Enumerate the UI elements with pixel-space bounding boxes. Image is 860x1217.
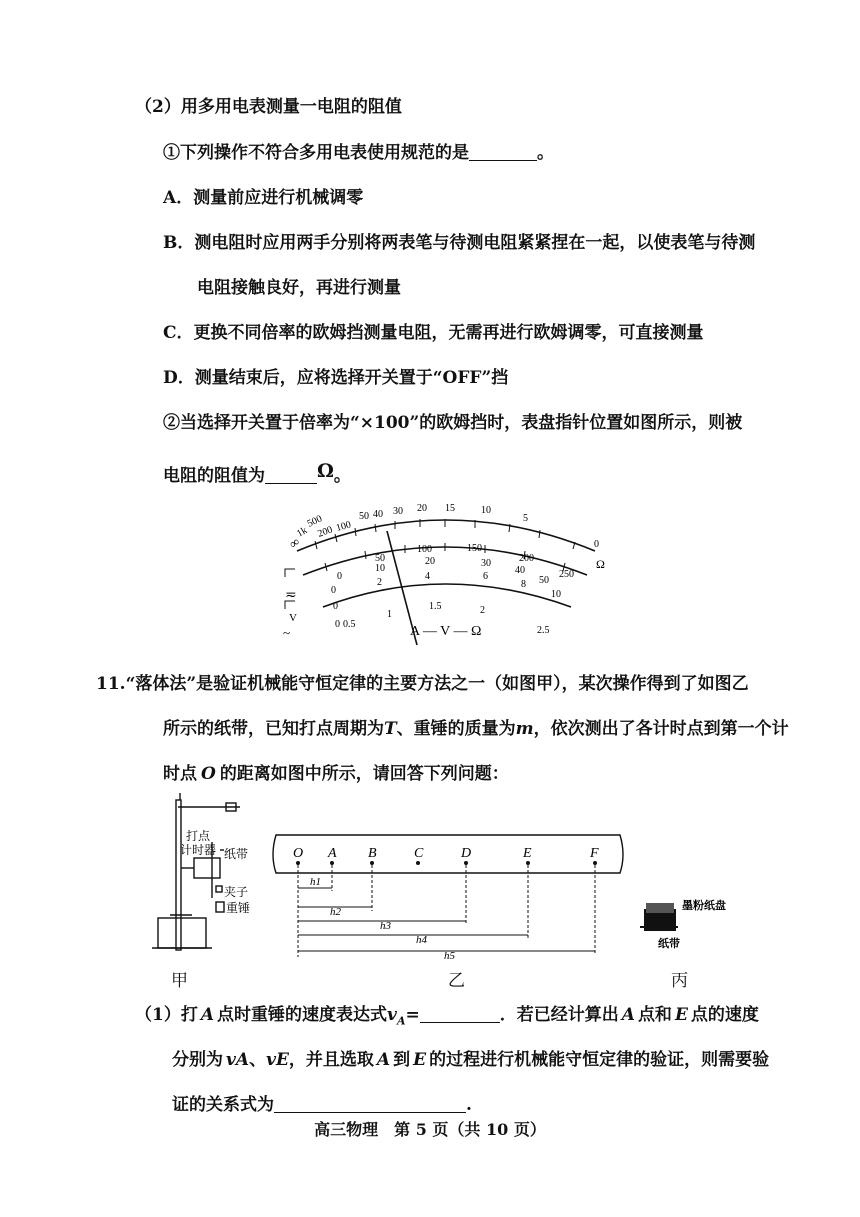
page-footer: 高三物理 第 5 页（共 10 页） <box>314 1120 546 1139</box>
tape-outline <box>273 835 623 873</box>
sub1-l1-a: （1）打 <box>135 1005 198 1025</box>
sub1-l2-b: ，并且选取 <box>288 1050 374 1070</box>
dc250-label-100: 100 <box>417 544 432 555</box>
sub1-l2-E: E <box>413 1050 427 1070</box>
sub1-line3 <box>172 1094 472 1116</box>
meter-bottom-label: A — V — Ω <box>410 624 482 639</box>
ac-label-25: 2.5 <box>537 625 550 636</box>
label-dadian: 打点 <box>186 829 211 843</box>
dc50-label-50: 50 <box>539 575 549 586</box>
q11-line1 <box>96 673 749 695</box>
point-e: E <box>523 846 532 861</box>
option-a-letter: A <box>163 188 177 208</box>
var-O: O <box>201 764 216 784</box>
option-b-letter: B <box>163 233 178 253</box>
velocity-answer-blank[interactable] <box>420 1004 500 1023</box>
sub1-l2-A: A <box>376 1050 391 1070</box>
q1-prompt-text: ①下列操作不符合多用电表使用规范的是 <box>163 143 469 163</box>
q11-line2-a: 所示的纸带，已知打点周期为 <box>163 719 384 739</box>
point-d-dot <box>464 861 468 865</box>
sub1-l1-f: 点的速度 <box>690 1005 759 1025</box>
q2-answer-blank[interactable] <box>265 465 317 484</box>
ohm-label-inf: ∞ <box>286 533 303 552</box>
option-c-letter: C <box>163 323 177 343</box>
ohm-label-1k: 1k <box>295 525 310 540</box>
q2-line2 <box>163 460 351 487</box>
point-e-dot <box>526 861 530 865</box>
option-d <box>163 367 508 389</box>
q1-end: 。 <box>537 143 554 163</box>
stand-rod <box>176 800 181 950</box>
q11-line2-b: 、重锤的质量为 <box>396 719 516 739</box>
ohm-label-10: 10 <box>481 505 491 516</box>
point-b: B <box>368 846 377 861</box>
option-d-text: ．测量结束后，应将选择开关置于“OFF”挡 <box>177 368 509 388</box>
q11-line3 <box>163 763 509 785</box>
weight <box>216 902 224 912</box>
point-f: F <box>590 846 599 861</box>
ohm-label-500: 500 <box>305 513 324 530</box>
ac-label-05: 0.5 <box>343 619 356 630</box>
ac-symbol: V <box>289 612 297 624</box>
option-c-text: ．更换不同倍率的欧姆挡测量电阻，无需再进行欧姆调零，可直接测量 <box>176 323 704 343</box>
option-a <box>163 187 363 209</box>
sub1-l1-v: v <box>387 1005 397 1025</box>
caption-yi: 乙 <box>448 971 465 991</box>
caption-jia: 甲 <box>171 971 188 991</box>
point-a: A <box>328 846 337 861</box>
dc-bracket <box>285 569 295 577</box>
dc-label-0b: 0 <box>331 585 336 596</box>
option-d-letter: D <box>163 368 178 388</box>
q1-prompt <box>163 142 554 164</box>
q11-line1-text: “落体法”是验证机械能守恒定律的主要方法之一（如图甲），某次操作得到了如图乙 <box>125 674 749 694</box>
sub1-l1-sub: A <box>396 1014 406 1028</box>
option-c <box>163 322 704 344</box>
point-d: D <box>461 846 472 861</box>
point-b-dot <box>370 861 374 865</box>
sub1-line1 <box>135 1004 759 1032</box>
point-o-dot <box>296 861 300 865</box>
point-a-dot <box>330 861 334 865</box>
ohm-label-200: 200 <box>316 524 335 540</box>
sub1-l3-end: . <box>466 1095 472 1115</box>
sub1-l2-a: 分别为 <box>172 1050 223 1070</box>
dist-h1: h1 <box>310 876 321 888</box>
timer-box <box>194 858 220 878</box>
label-ink-disk: 墨粉纸盘 <box>682 900 726 912</box>
dc10-label-4: 4 <box>425 571 430 582</box>
sub1-l1-A: A <box>200 1005 215 1025</box>
apparatus-figure <box>150 790 260 955</box>
sub1-l1-E: E <box>674 1005 688 1025</box>
var-T: T <box>384 719 397 739</box>
point-c-dot <box>416 861 420 865</box>
sub1-l1-e: 点和 <box>637 1005 672 1025</box>
base-stand <box>158 918 206 948</box>
ohm-label-100: 100 <box>334 519 353 534</box>
ac-label-15: 1.5 <box>429 601 442 612</box>
caption-bing: 丙 <box>671 971 688 991</box>
sub1-l2-c: 到 <box>393 1050 411 1070</box>
relation-answer-blank[interactable] <box>274 1094 466 1113</box>
dc50-label-20: 20 <box>425 556 435 567</box>
dc-arc <box>303 547 587 575</box>
dc-label-0c: 0 <box>333 601 338 612</box>
ohm-label-30: 30 <box>393 506 403 517</box>
sub1-l3-a: 证的关系式为 <box>172 1095 274 1115</box>
ac-arc <box>323 584 571 607</box>
dc50-label-40: 40 <box>515 565 525 576</box>
label-paper-tape: 纸带 <box>658 938 680 950</box>
label-weight: 重锤 <box>226 901 251 915</box>
part2-heading: （2）用多用电表测量一电阻的阻值 <box>135 97 402 117</box>
sub1-l1-A2: A <box>621 1005 635 1025</box>
dc10-label-10: 10 <box>551 589 561 600</box>
ac-label-2: 2 <box>480 605 485 616</box>
dc250-label-50: 50 <box>375 553 385 564</box>
dc-label-0a: 0 <box>337 571 342 582</box>
ohm-unit: Ω <box>317 460 334 482</box>
dial-ticks <box>315 519 575 571</box>
dc250-label-150: 150 <box>467 543 482 554</box>
ohm-label-40: 40 <box>373 509 383 520</box>
option-b <box>163 232 755 254</box>
option-b-text: ．测电阻时应用两手分别将两表笔与待测电阻紧紧捏在一起，以使表笔与待测 <box>177 233 756 253</box>
sub1-l1-d: ．若已经计算出 <box>499 1005 619 1025</box>
dist-h5: h5 <box>444 950 455 962</box>
paper-tape-figure <box>268 825 630 965</box>
sub1-line2 <box>172 1049 769 1071</box>
label-timer: 计时器 <box>180 843 217 857</box>
dc10-label-6: 6 <box>483 571 488 582</box>
ac-label-0: 0 <box>335 619 340 630</box>
dc250-label-200: 200 <box>519 553 534 564</box>
label-tape: 纸带 <box>224 847 249 861</box>
multimeter-dial <box>275 497 615 647</box>
ac-label-1: 1 <box>387 609 392 620</box>
point-o: O <box>293 846 304 861</box>
dist-h2: h2 <box>330 906 341 918</box>
sub1-l2-vE: vE <box>266 1050 289 1070</box>
option-b-cont: 电阻接触良好，再进行测量 <box>197 278 401 298</box>
sub1-l2-sep: 、 <box>249 1050 267 1070</box>
q2-end: 。 <box>333 466 351 486</box>
ohm-symbol: Ω <box>596 557 605 571</box>
sub1-l2-d: 的过程进行机械能守恒定律的验证，则需要验 <box>429 1050 770 1070</box>
q11-line3-a: 时点 <box>163 764 197 784</box>
ohm-label-15: 15 <box>445 503 455 514</box>
dc-symbol: ≂ <box>285 588 297 603</box>
q1-answer-blank[interactable] <box>469 142 537 161</box>
sub1-l2-vA: vA <box>226 1050 250 1070</box>
q2-line2-text: 电阻的阻值为 <box>163 466 265 486</box>
label-clip: 夹子 <box>224 885 249 899</box>
dc250-label-250: 250 <box>559 569 574 580</box>
q11-line3-b: 的距离如图中所示，请回答下列问题： <box>219 764 509 784</box>
dc50-label-30: 30 <box>481 558 491 569</box>
point-f-dot <box>593 861 597 865</box>
q11-line2-c: ，依次测出了各计时点到第一个计 <box>533 719 789 739</box>
ohm-label-50: 50 <box>359 511 369 522</box>
q2-line1: ②当选择开关置于倍率为“×100”的欧姆挡时，表盘指针位置如图所示，则被 <box>163 413 743 433</box>
var-m: m <box>515 719 534 739</box>
ohm-label-20: 20 <box>417 503 427 514</box>
option-a-text: ．测量前应进行机械调零 <box>176 188 364 208</box>
dist-h4: h4 <box>416 934 427 946</box>
ohm-label-5: 5 <box>523 513 528 524</box>
dc10-label-2: 2 <box>377 577 382 588</box>
dc50-label-10: 10 <box>375 563 385 574</box>
dist-h3: h3 <box>380 920 391 932</box>
ac-wave-icon: ~ <box>283 625 291 640</box>
q11-number: 11. <box>96 674 126 694</box>
ink-roller-figure <box>640 895 730 955</box>
dc10-label-8: 8 <box>521 579 526 590</box>
sub1-l1-b: 点时重锤的速度表达式 <box>217 1005 388 1025</box>
ohm-label-0: 0 <box>594 539 599 550</box>
q11-line2 <box>163 718 789 740</box>
point-c: C <box>414 846 424 861</box>
sub1-l1-c: = <box>405 1005 420 1025</box>
